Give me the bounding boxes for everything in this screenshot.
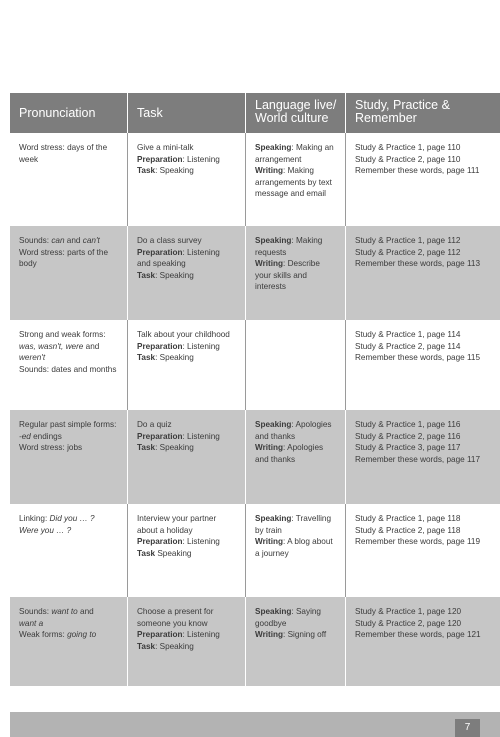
cell-line: [137, 235, 239, 247]
cell-text: Preparation: [137, 537, 183, 546]
cell-text: : Apologies: [291, 420, 332, 429]
study-reference: Remember these words, page 119: [355, 537, 481, 546]
cell-text: : Making: [291, 236, 323, 245]
cell-line: [255, 142, 339, 154]
cell-text: Speaking: [255, 143, 292, 152]
cell-text: Regular past simple forms:: [19, 420, 117, 429]
cell-text: week: [19, 154, 39, 164]
cell-text: Linking:: [19, 514, 50, 523]
study-reference: Study & Practice 3, page 117: [355, 443, 461, 452]
cell-text: : Speaking: [155, 443, 194, 452]
cell-line: [137, 442, 239, 454]
cell-text: Task: [137, 270, 156, 280]
cell-text: arrangements by text: [255, 177, 332, 187]
cell-line: [19, 154, 121, 166]
cell-text: goodbye: [255, 618, 287, 628]
cell-text: Do a class survey: [137, 236, 202, 245]
study-reference: Study & Practice 1, page 120: [355, 607, 462, 616]
page-number: 7: [455, 719, 480, 737]
cell-line: [137, 536, 239, 548]
cell-text: and thanks: [255, 454, 296, 464]
cell-line: [19, 235, 121, 247]
row-5-study-cell: [345, 504, 500, 597]
cell-line: [137, 629, 239, 641]
cell-line: [255, 419, 339, 431]
cell-text: endings: [30, 431, 62, 441]
study-reference: Remember these words, page 111: [355, 166, 480, 175]
cell-line: [19, 618, 121, 630]
row-1-study-cell: [345, 133, 500, 226]
cell-line: [19, 606, 121, 618]
study-reference: Study & Practice 1, page 112: [355, 236, 461, 245]
cell-line: [255, 454, 339, 466]
cell-line: [255, 258, 339, 270]
cell-text: Task: [137, 166, 156, 175]
cell-line: [19, 431, 121, 443]
study-reference: Study & Practice 2, page 114: [355, 341, 461, 351]
study-reference: Remember these words, page 113: [355, 259, 481, 268]
cell-line: [255, 629, 339, 641]
cell-line: [137, 142, 239, 154]
row-4-study-cell: [345, 410, 500, 504]
cell-line: [255, 247, 339, 259]
cell-text: weren't: [19, 353, 46, 362]
cell-line: [255, 154, 339, 166]
study-reference: Remember these words, page 115: [355, 353, 481, 362]
cell-text: Speaking: [255, 236, 292, 245]
row-2-pron-cell: [10, 226, 127, 320]
cell-text: can: [51, 236, 65, 245]
study-reference: Study & Practice 1, page 110: [355, 143, 461, 152]
cell-line: [137, 525, 239, 537]
cell-text: Did you … ?: [49, 514, 95, 523]
cell-text: Preparation: [137, 247, 183, 257]
cell-text: Word stress: jobs: [19, 443, 83, 452]
cell-text: Speaking: [255, 420, 292, 429]
row-3-task-cell: [127, 320, 245, 410]
cell-text: and speaking: [137, 259, 186, 268]
cell-text: Task: [137, 641, 156, 651]
cell-line: [137, 329, 239, 341]
row-6-study-cell: [345, 597, 500, 686]
cell-line: [137, 513, 239, 525]
cell-line: [19, 258, 121, 270]
cell-text: Give a mini-talk: [137, 143, 194, 152]
cell-text: -ed: [19, 431, 31, 441]
row-3-study-cell: [345, 320, 500, 410]
cell-line: [137, 258, 239, 270]
row-1-pron-cell: [10, 133, 127, 226]
cell-text: Writing: [255, 443, 284, 452]
cell-line: [19, 364, 121, 376]
cell-text: : Travelling: [291, 514, 331, 523]
cell-text: Do a quiz: [137, 420, 172, 429]
cell-text: want a: [19, 618, 44, 628]
cell-line: [255, 548, 339, 560]
cell-line: [137, 352, 239, 364]
cell-text: message and email: [255, 189, 326, 198]
cell-text: Word stress: parts of the: [19, 247, 109, 257]
header-task: Task: [127, 93, 245, 133]
cell-line: [255, 513, 339, 525]
study-reference: Remember these words, page 121: [355, 630, 481, 639]
cell-text: and: [83, 341, 100, 351]
cell-text: Task: [137, 548, 156, 558]
cell-line: [255, 536, 339, 548]
study-reference: Study & Practice 1, page 118: [355, 514, 461, 523]
cell-text: your skills and: [255, 270, 307, 280]
cell-line: [137, 247, 239, 259]
cell-line: [19, 513, 121, 525]
cell-text: Choose a present for: [137, 607, 214, 616]
cell-text: : Speaking: [155, 166, 194, 175]
cell-text: : Apologies: [283, 443, 324, 452]
cell-text: Interview your partner: [137, 514, 217, 523]
cell-text: : Saying: [291, 607, 321, 616]
cell-line: [137, 154, 239, 166]
cell-text: Preparation: [137, 630, 183, 639]
cell-text: body: [19, 259, 37, 268]
cell-text: by train: [255, 525, 282, 535]
row-5-task-cell: [127, 504, 245, 597]
cell-line: [19, 629, 121, 641]
row-6-lang-cell: [245, 597, 345, 686]
cell-line: [255, 165, 339, 177]
cell-line: [19, 341, 121, 353]
cell-text: : Listening: [182, 537, 220, 546]
cell-text: someone you know: [137, 618, 208, 628]
cell-line: [255, 618, 339, 630]
study-reference: Study & Practice 1, page 114: [355, 330, 461, 339]
cell-text: : Making an: [291, 143, 334, 152]
cell-text: was, wasn't, were: [19, 341, 84, 351]
row-6-pron-cell: [10, 597, 127, 686]
cell-text: Sounds:: [19, 236, 52, 245]
cell-text: : Speaking: [155, 641, 194, 651]
cell-text: Preparation: [137, 154, 183, 164]
cell-text: : Signing off: [283, 630, 327, 639]
cell-text: and: [77, 607, 94, 616]
cell-text: : A blog about: [283, 537, 333, 546]
cell-line: [137, 431, 239, 443]
cell-line: [137, 270, 239, 282]
cell-text: : Speaking: [155, 353, 194, 362]
cell-text: a journey: [255, 548, 289, 558]
cell-text: Strong and weak forms:: [19, 330, 106, 339]
row-1-task-cell: [127, 133, 245, 226]
study-reference: Remember these words, page 117: [355, 454, 481, 464]
cell-line: [137, 165, 239, 177]
cell-line: [137, 606, 239, 618]
cell-text: can't: [82, 236, 100, 245]
cell-line: [255, 235, 339, 247]
row-2-study-cell: [345, 226, 500, 320]
cell-line: [255, 188, 339, 200]
cell-text: Were you … ?: [19, 525, 72, 535]
cell-text: requests: [255, 247, 287, 257]
cell-text: Word stress: days of the: [19, 143, 108, 152]
cell-line: [255, 431, 339, 443]
row-4-lang-cell: [245, 410, 345, 504]
cell-line: [137, 341, 239, 353]
study-reference: Study & Practice 1, page 116: [355, 420, 461, 429]
cell-line: [255, 281, 339, 293]
row-4-task-cell: [127, 410, 245, 504]
cell-line: [137, 618, 239, 630]
cell-line: [137, 419, 239, 431]
cell-text: : Listening: [182, 630, 220, 639]
cell-text: Writing: [255, 630, 284, 639]
cell-text: and thanks: [255, 431, 296, 441]
cell-line: [255, 525, 339, 537]
cell-text: arrangement: [255, 154, 302, 164]
row-2-task-cell: [127, 226, 245, 320]
cell-text: going to: [67, 630, 97, 639]
syllabus-table: [10, 93, 500, 686]
cell-line: [255, 606, 339, 618]
row-3-pron-cell: [10, 320, 127, 410]
cell-text: Writing: [255, 259, 284, 268]
cell-text: : Listening: [182, 154, 220, 164]
cell-text: Writing: [255, 537, 284, 546]
row-5-lang-cell: [245, 504, 345, 597]
row-6-task-cell: [127, 597, 245, 686]
cell-line: [137, 641, 239, 653]
row-5-pron-cell: [10, 504, 127, 597]
cell-line: [19, 525, 121, 537]
header-study: Study, Practice & Remember: [345, 93, 500, 133]
row-1-lang-cell: [245, 133, 345, 226]
cell-text: Task: [137, 353, 156, 362]
row-3-lang-cell: [245, 320, 345, 410]
row-4-pron-cell: [10, 410, 127, 504]
cell-line: [19, 247, 121, 259]
row-2-lang-cell: [245, 226, 345, 320]
cell-line: [19, 419, 121, 431]
cell-line: [19, 142, 121, 154]
cell-line: [255, 270, 339, 282]
cell-text: Speaking: [255, 514, 292, 523]
cell-text: Talk about your childhood: [137, 330, 230, 339]
cell-text: : Speaking: [155, 270, 194, 280]
cell-text: : Listening: [182, 341, 220, 351]
cell-line: [19, 329, 121, 341]
cell-text: Preparation: [137, 431, 183, 441]
cell-text: Weak forms:: [19, 630, 68, 639]
cell-line: [255, 177, 339, 189]
cell-text: Task: [137, 443, 156, 452]
study-reference: Study & Practice 2, page 120: [355, 618, 462, 628]
cell-text: Preparation: [137, 341, 183, 351]
study-reference: Study & Practice 2, page 118: [355, 525, 461, 535]
cell-text: Writing: [255, 166, 284, 175]
cell-text: interests: [255, 282, 286, 291]
study-reference: Study & Practice 2, page 110: [355, 154, 461, 164]
header-pronunciation: Pronunciation: [10, 93, 127, 133]
cell-text: Speaking: [155, 548, 192, 558]
cell-line: [255, 442, 339, 454]
cell-text: : Listening: [182, 431, 220, 441]
cell-text: : Making: [283, 166, 314, 175]
cell-text: Sounds:: [19, 607, 52, 616]
cell-text: want to: [51, 607, 78, 616]
cell-line: [19, 442, 121, 454]
cell-text: Sounds: dates and months: [19, 364, 117, 374]
study-reference: Study & Practice 2, page 112: [355, 247, 461, 257]
cell-text: Speaking: [255, 607, 292, 616]
cell-line: [19, 352, 121, 364]
cell-text: and: [64, 236, 83, 245]
header-language: Language live/ World culture: [245, 93, 345, 133]
study-reference: Study & Practice 2, page 116: [355, 431, 461, 441]
cell-text: : Describe: [283, 259, 320, 268]
cell-text: about a holiday: [137, 525, 193, 535]
cell-text: : Listening: [182, 247, 220, 257]
footer-bar: [10, 712, 500, 737]
cell-line: [137, 548, 239, 560]
